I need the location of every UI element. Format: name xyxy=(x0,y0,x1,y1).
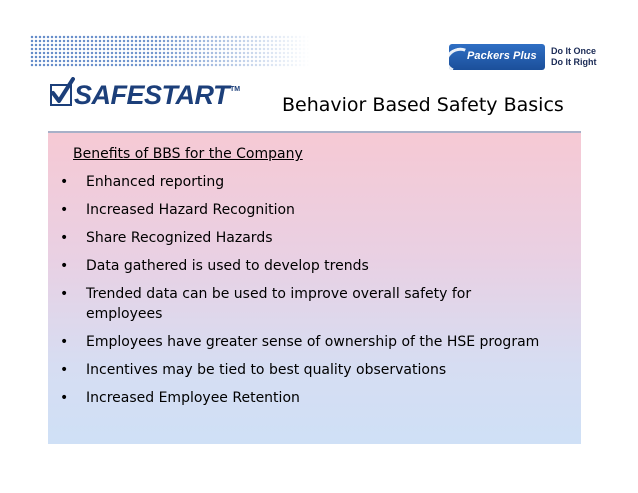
safestart-logo xyxy=(50,80,240,110)
list-item xyxy=(58,284,548,324)
packers-plus-name: Packers Plus xyxy=(467,50,537,62)
bullet-icon: • xyxy=(60,230,69,246)
list-item-text: Data gathered is used to develop trends xyxy=(86,258,369,274)
bullet-icon: • xyxy=(60,390,69,406)
trademark-mark: TM xyxy=(230,86,241,93)
bullet-icon: • xyxy=(60,362,69,378)
list-item xyxy=(58,200,548,220)
list-item xyxy=(58,256,548,276)
list-item-text: Enhanced reporting xyxy=(86,174,225,190)
packers-plus-tagline xyxy=(551,46,597,68)
subheading: Benefits of BBS for the Company xyxy=(73,146,303,162)
tagline-line-2: Do It Right xyxy=(551,57,597,67)
list-item-text: Increased Hazard Recognition xyxy=(86,202,295,218)
bullet-list xyxy=(58,172,548,416)
list-item-text: Trended data can be used to improve overall safety for employees xyxy=(86,286,472,322)
list-item xyxy=(58,172,548,192)
list-item xyxy=(58,388,548,408)
list-item-text: Employees have greater sense of ownership of the HSE program xyxy=(86,334,540,350)
checkbox-icon xyxy=(50,84,72,106)
slide-title: Behavior Based Safety Basics xyxy=(282,94,564,116)
packers-plus-badge xyxy=(449,44,545,70)
list-item xyxy=(58,360,548,380)
tagline-line-1: Do It Once xyxy=(551,46,597,56)
packers-plus-logo xyxy=(449,43,597,71)
list-item xyxy=(58,228,548,248)
list-item-text: Increased Employee Retention xyxy=(86,390,300,406)
list-item-text: Share Recognized Hazards xyxy=(86,230,273,246)
bullet-icon: • xyxy=(60,202,69,218)
bullet-icon: • xyxy=(60,258,69,274)
list-item-text: Incentives may be tied to best quality observations xyxy=(86,362,447,378)
dotted-banner-decoration xyxy=(30,35,310,67)
checkmark-icon xyxy=(49,77,75,105)
list-item xyxy=(58,332,548,352)
bullet-icon: • xyxy=(60,334,69,350)
safestart-wordmark: SAFESTART xyxy=(74,80,230,110)
bullet-icon: • xyxy=(60,286,69,302)
bullet-icon: • xyxy=(60,174,69,190)
